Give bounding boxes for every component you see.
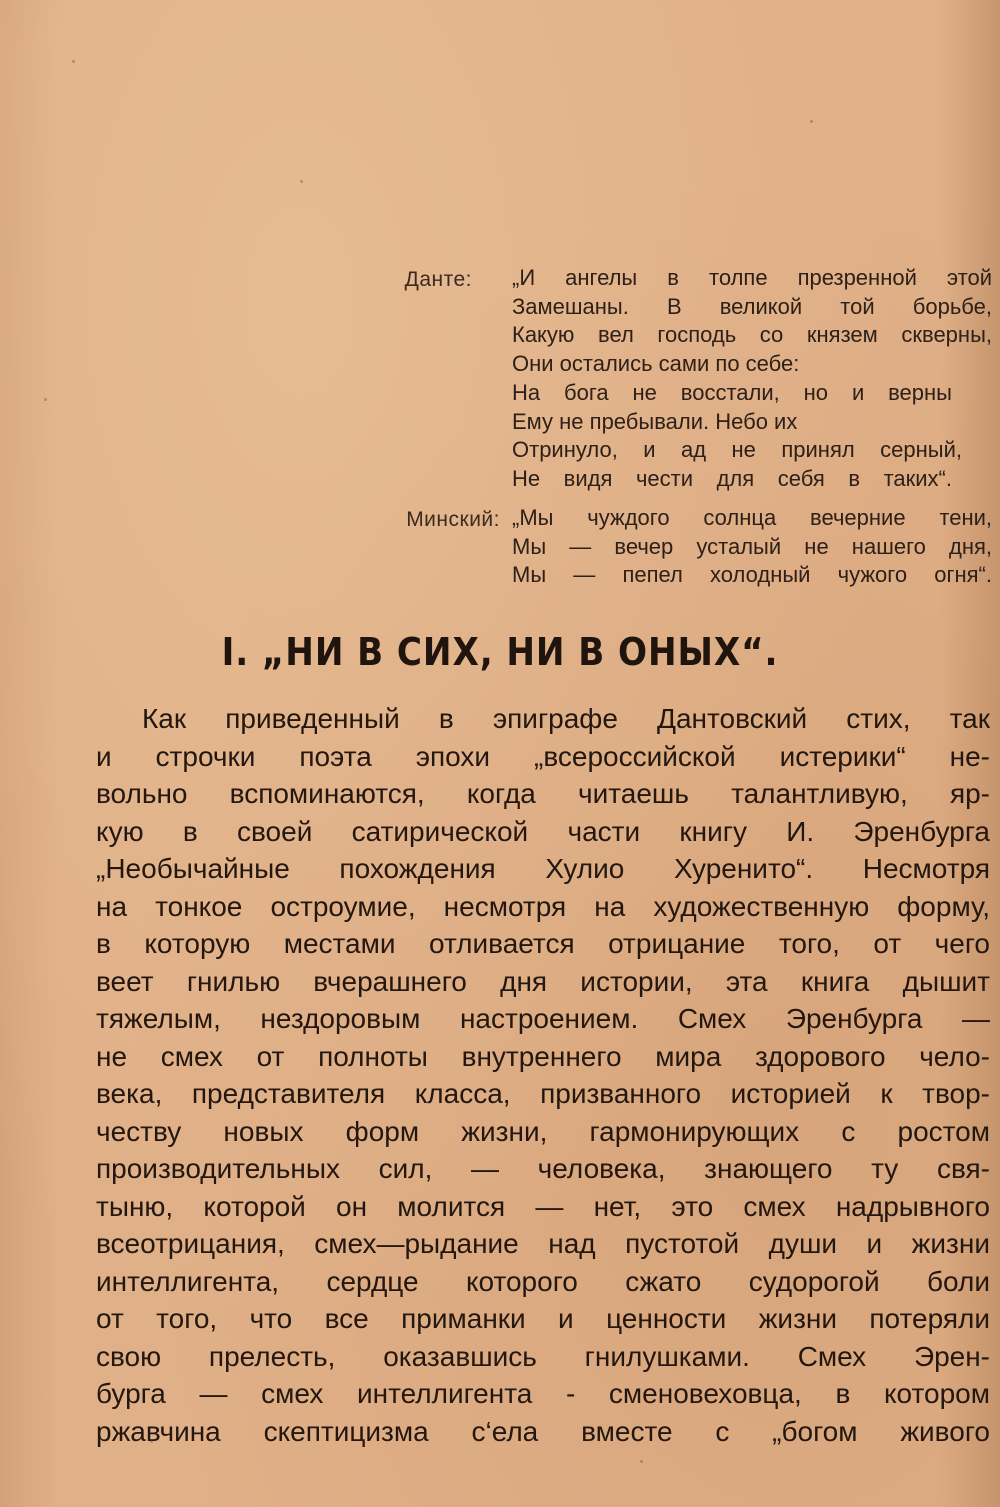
verse-line: Не видя чести для себя в таких“. — [512, 465, 952, 491]
body-line: интеллигента, сердце которого сжато судорогой боли — [96, 1265, 990, 1297]
epigraph-verse — [512, 264, 992, 494]
body-line: свою прелесть, оказавшись гнилушками. Смех Эрен- — [96, 1340, 990, 1372]
body-line: бурга — смех интеллигента - сменовеховца, в котором — [96, 1378, 990, 1409]
body-paragraph — [96, 700, 990, 1450]
body-line: Как приведенный в эпиграфе Дантовский стих, так — [142, 703, 990, 734]
verse-line: Отринуло, и ад не принял серный, — [512, 437, 962, 463]
chapter-title: I. „НИ В СИХ, НИ В ОНЫХ“. — [221, 630, 779, 674]
body-line: „Необычайные похождения Хулио Хуренито“. Несмотря — [96, 853, 990, 884]
paper-speck — [810, 120, 813, 123]
verse-line: Они остались сами по себе: — [512, 351, 800, 377]
body-line: вольно вспоминаются, когда читаешь талантливую, яр- — [96, 778, 990, 809]
paper-speck — [640, 1460, 643, 1463]
body-line: на тонкое остроумие, несмотря на художественную форму, — [96, 890, 990, 922]
verse-line: Какую вел господь со князем скверны, — [512, 322, 992, 348]
verse-line: „И ангелы в толпе презренной этой — [512, 265, 992, 290]
epigraph-author: Данте: — [404, 268, 472, 291]
verse-line: Замешаны. В великой той борьбе, — [512, 293, 992, 319]
verse-line: „Мы чуждого солнца вечерние тени, — [512, 505, 992, 530]
epigraph-verse — [512, 504, 992, 590]
body-line: кую в своей сатирической части книгу И. Эренбурга — [96, 815, 990, 847]
verse-line: Мы — вечер усталый не нашего дня, — [512, 533, 992, 559]
paper-speck — [150, 1440, 153, 1443]
verse-line: Мы — пепел холодный чужого огня“. — [512, 562, 992, 588]
body-line: века, представителя класса, призванного историей к твор- — [96, 1078, 990, 1109]
body-line: тыню, которой он молится — нет, это смех надрывного — [96, 1190, 990, 1222]
body-line: веет гнилью вчерашнего дня истории, эта книга дышит — [96, 965, 990, 997]
body-line: в которую местами отливается отрицание того, от чего — [96, 928, 990, 959]
body-line: и строчки поэта эпохи „всероссийской истерики“ не- — [96, 740, 990, 772]
body-line: не смех от полноты внутреннего мира здорового чело- — [96, 1040, 990, 1072]
verse-line: Ему не пребывали. Небо их — [512, 408, 798, 434]
body-line: от того, что все приманки и ценности жизни потеряли — [96, 1303, 990, 1334]
body-line: тяжелым, нездоровым настроением. Смех Эренбурга — — [96, 1003, 990, 1034]
paper-speck — [300, 180, 303, 183]
body-line: ржавчина скептицизма с‘ела вместе с „богом живого — [96, 1415, 990, 1447]
epigraph-author: Минский: — [406, 508, 500, 531]
paper-speck — [44, 398, 47, 401]
paper-speck — [72, 60, 75, 63]
body-line: производительных сил, — человека, знающего ту свя- — [96, 1153, 990, 1184]
body-line: честву новых форм жизни, гармонирующих с ростом — [96, 1115, 990, 1147]
body-line: всеотрицания, смех—рыдание над пустотой души и жизни — [96, 1228, 990, 1259]
verse-line: На бога не восстали, но и верны — [512, 379, 952, 405]
